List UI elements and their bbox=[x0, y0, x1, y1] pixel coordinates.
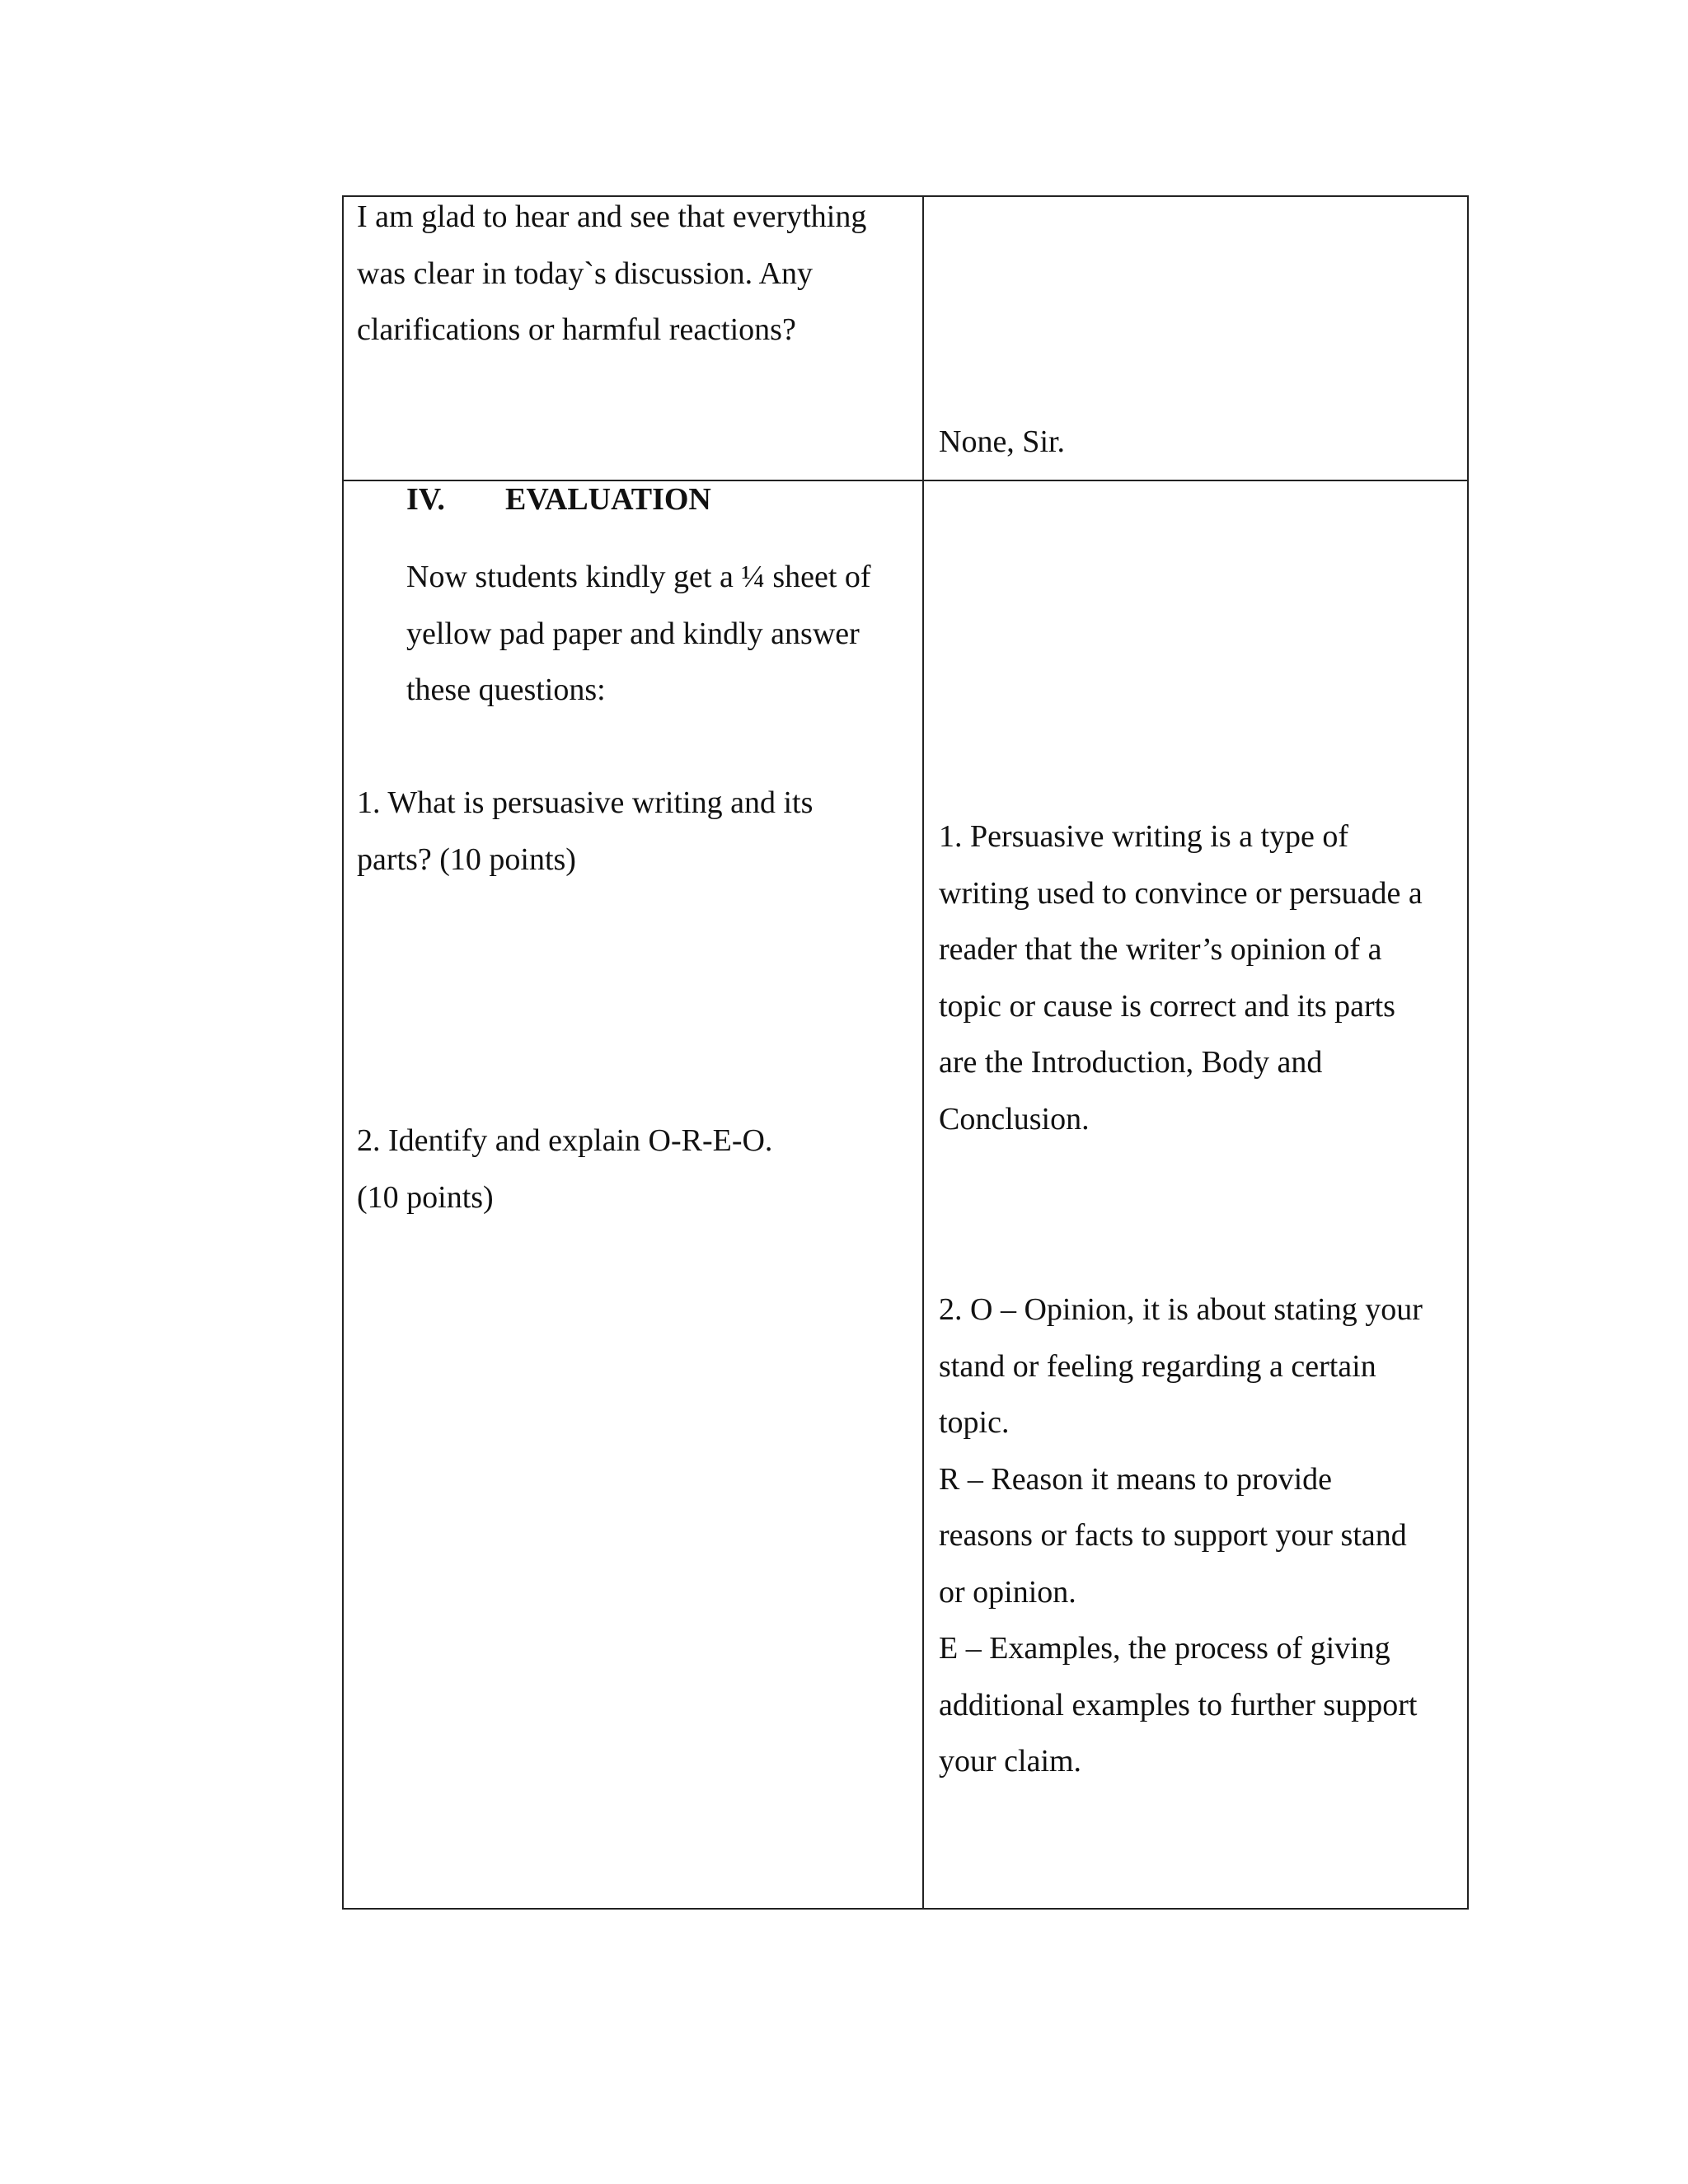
text-line: stand or feeling regarding a certain bbox=[939, 1348, 1376, 1384]
text-line: or opinion. bbox=[939, 1574, 1076, 1610]
text-line: None, Sir. bbox=[939, 424, 1066, 459]
text-line: E – Examples, the process of giving bbox=[939, 1631, 1390, 1666]
text-line: writing used to convince or persuade a bbox=[939, 875, 1423, 911]
student-response-text bbox=[939, 414, 1065, 471]
text-line: these questions: bbox=[406, 673, 606, 707]
question-1 bbox=[357, 775, 813, 888]
text-line: are the Introduction, Body and bbox=[939, 1045, 1323, 1080]
column-divider bbox=[922, 197, 924, 1908]
text-line: R – Reason it means to provide bbox=[939, 1461, 1333, 1497]
text-line: topic. bbox=[939, 1405, 1010, 1440]
text-line: 1. What is persuasive writing and its bbox=[357, 785, 814, 820]
question-2 bbox=[357, 1113, 772, 1226]
text-line: I am glad to hear and see that everything bbox=[357, 199, 867, 234]
section-heading-evaluation bbox=[406, 480, 711, 519]
section-title: EVALUATION bbox=[505, 482, 711, 517]
teacher-closing-text bbox=[357, 189, 866, 359]
text-line: Now students kindly get a ¼ sheet of bbox=[406, 560, 871, 594]
answer-1 bbox=[939, 808, 1423, 1147]
text-line: additional examples to further support bbox=[939, 1687, 1418, 1722]
section-number: IV. bbox=[406, 482, 445, 517]
text-line: Conclusion. bbox=[939, 1101, 1090, 1137]
evaluation-instructions bbox=[406, 549, 871, 719]
answer-2 bbox=[939, 1282, 1423, 1790]
text-line: reasons or facts to support your stand bbox=[939, 1518, 1407, 1553]
text-line: 2. Identify and explain O-R-E-O. bbox=[357, 1123, 773, 1158]
text-line: reader that the writer’s opinion of a bbox=[939, 932, 1382, 967]
text-line: 1. Persuasive writing is a type of bbox=[939, 819, 1349, 854]
text-line: your claim. bbox=[939, 1744, 1082, 1779]
text-line: yellow pad paper and kindly answer bbox=[406, 616, 860, 651]
text-line: 2. O – Opinion, it is about stating your bbox=[939, 1292, 1423, 1327]
text-line: was clear in today`s discussion. Any bbox=[357, 255, 814, 291]
text-line: (10 points) bbox=[357, 1179, 494, 1215]
text-line: topic or cause is correct and its parts bbox=[939, 988, 1395, 1024]
text-line: clarifications or harmful reactions? bbox=[357, 312, 796, 347]
text-line: parts? (10 points) bbox=[357, 841, 576, 877]
